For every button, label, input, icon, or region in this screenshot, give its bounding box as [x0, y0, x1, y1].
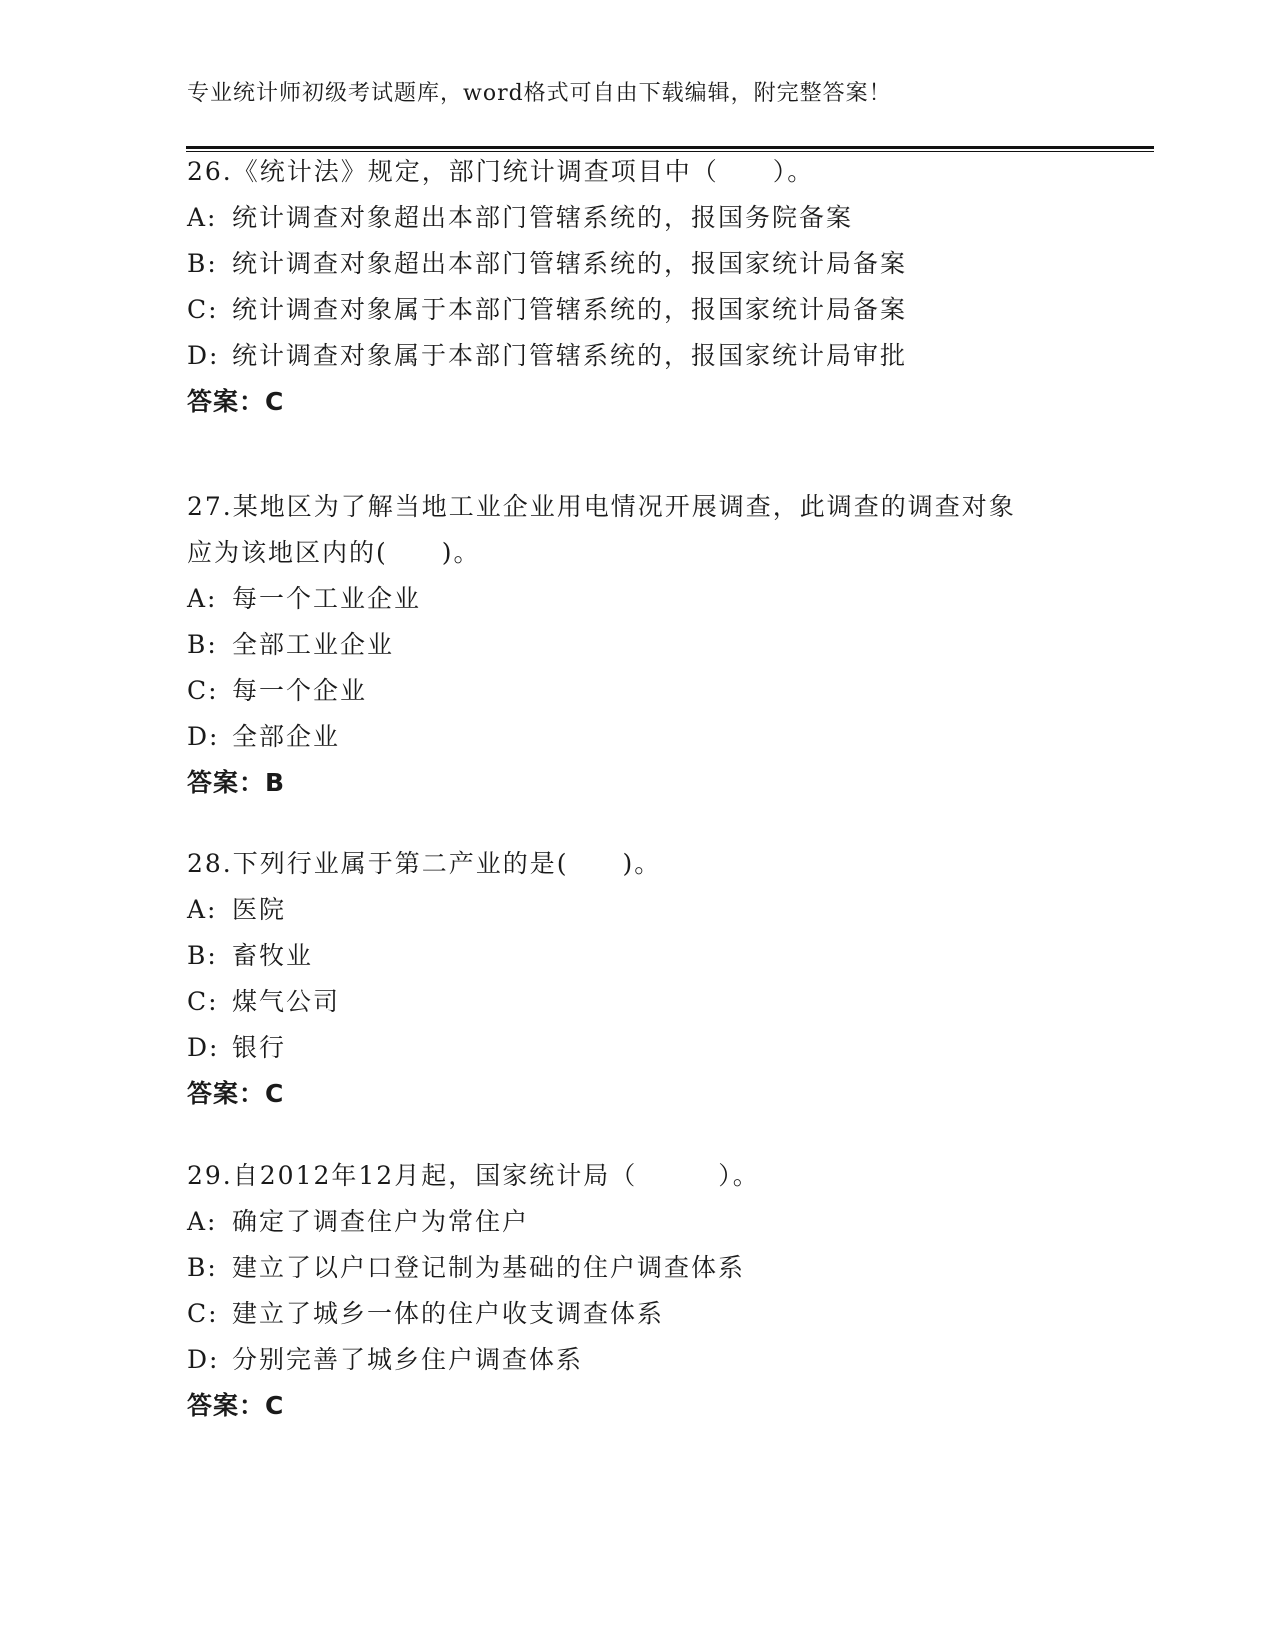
option-b — [187, 241, 1137, 287]
question-stem-line-2: 应为该地区内的( )。 — [187, 538, 481, 567]
option-letter: A: — [187, 584, 218, 613]
answer-value: B — [265, 768, 286, 797]
option-a — [187, 1199, 1137, 1245]
option-d — [187, 1025, 1137, 1071]
option-text: 建立了城乡一体的住户收支调查体系 — [232, 1299, 665, 1328]
question-29 — [187, 1153, 1137, 1429]
answer-line — [187, 760, 1137, 806]
option-letter: B: — [187, 1253, 218, 1282]
question-27 — [187, 484, 1137, 806]
answer-label: 答案： — [187, 387, 266, 416]
option-text: 每一个工业企业 — [232, 584, 422, 613]
option-letter: C: — [187, 1299, 219, 1328]
option-text: 统计调查对象超出本部门管辖系统的，报国务院备案 — [232, 203, 854, 232]
option-letter: A: — [187, 1207, 218, 1236]
option-a — [187, 887, 1137, 933]
answer-label: 答案： — [187, 1391, 266, 1420]
option-letter: C: — [187, 295, 219, 324]
option-text: 全部工业企业 — [232, 630, 395, 659]
answer-label: 答案： — [187, 1079, 266, 1108]
answer-line — [187, 1071, 1137, 1117]
question-stem: 26.《统计法》规定，部门统计调查项目中（ ）。 — [187, 157, 815, 186]
option-letter: C: — [187, 987, 219, 1016]
option-letter: D: — [187, 722, 220, 751]
answer-label: 答案： — [187, 768, 266, 797]
option-a — [187, 576, 1137, 622]
option-letter: B: — [187, 941, 218, 970]
option-letter: D: — [187, 1033, 220, 1062]
option-text: 建立了以户口登记制为基础的住户调查体系 — [232, 1253, 746, 1282]
option-b — [187, 933, 1137, 979]
answer-line — [187, 1383, 1137, 1429]
option-text: 统计调查对象超出本部门管辖系统的，报国家统计局备案 — [232, 249, 908, 278]
option-letter: A: — [187, 895, 218, 924]
option-text: 医院 — [232, 895, 287, 924]
question-stem: 29.自2012年12月起，国家统计局（ ）。 — [187, 1161, 760, 1190]
option-letter: B: — [187, 630, 218, 659]
option-letter: D: — [187, 341, 220, 370]
option-c — [187, 287, 1137, 333]
option-text: 畜牧业 — [232, 941, 314, 970]
question-stem-line-1: 27.某地区为了解当地工业企业用电情况开展调查，此调查的调查对象 — [187, 492, 1016, 521]
answer-value: C — [265, 1079, 285, 1108]
option-letter: D: — [187, 1345, 220, 1374]
answer-line — [187, 379, 1137, 425]
option-text: 全部企业 — [232, 722, 341, 751]
option-letter: B: — [187, 249, 218, 278]
option-text: 每一个企业 — [232, 676, 368, 705]
option-text: 煤气公司 — [232, 987, 341, 1016]
option-c — [187, 979, 1137, 1025]
option-d — [187, 1337, 1137, 1383]
option-c — [187, 668, 1137, 714]
option-text: 确定了调查住户为常住户 — [232, 1207, 530, 1236]
option-c — [187, 1291, 1137, 1337]
option-text: 银行 — [232, 1033, 287, 1062]
option-d — [187, 333, 1137, 379]
answer-value: C — [265, 1391, 285, 1420]
option-text: 统计调查对象属于本部门管辖系统的，报国家统计局备案 — [232, 295, 908, 324]
question-26 — [187, 149, 1137, 425]
option-a — [187, 195, 1137, 241]
question-stem: 28.下列行业属于第二产业的是( )。 — [187, 849, 662, 878]
option-letter: A: — [187, 203, 218, 232]
option-b — [187, 1245, 1137, 1291]
option-letter: C: — [187, 676, 219, 705]
option-text: 分别完善了城乡住户调查体系 — [232, 1345, 584, 1374]
answer-value: C — [265, 387, 285, 416]
option-b — [187, 622, 1137, 668]
page-header-text: 专业统计师初级考试题库，word格式可自由下载编辑，附完整答案！ — [187, 81, 892, 106]
question-28 — [187, 841, 1137, 1117]
option-text: 统计调查对象属于本部门管辖系统的，报国家统计局审批 — [232, 341, 908, 370]
option-d — [187, 714, 1137, 760]
